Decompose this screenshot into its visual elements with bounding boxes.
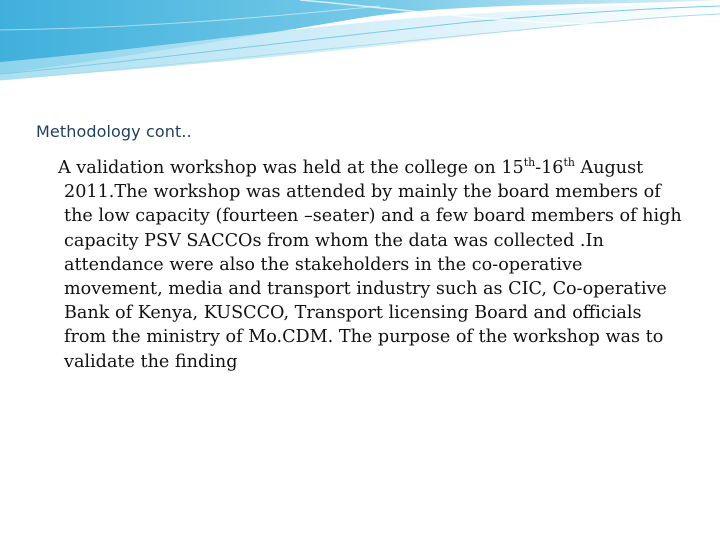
body-text-lead: A validation workshop was held at the college on 15 (58, 158, 524, 178)
slide-title: Methodology cont.. (36, 122, 192, 141)
superscript-th: th (523, 155, 536, 169)
body-text-rest: August 2011.The workshop was attended by mainly the board members of the low capacity (fourteen –seater) and a few board members of high capacity PSV SACCOs from whom the data was collected .In attendance were also the stakeholders in the co-operative movement, media and transport industry such as CIC, Co-operative Bank of Kenya, KUSCCO, Transport licensing Board and officials from the ministry of Mo.CDM. The purpose of the workshop was to validate the finding (64, 158, 682, 372)
decorative-header-wave (0, 0, 720, 90)
superscript-th: th (563, 155, 575, 169)
body-text-mid: -16 (535, 158, 564, 178)
body-paragraph (58, 155, 684, 374)
